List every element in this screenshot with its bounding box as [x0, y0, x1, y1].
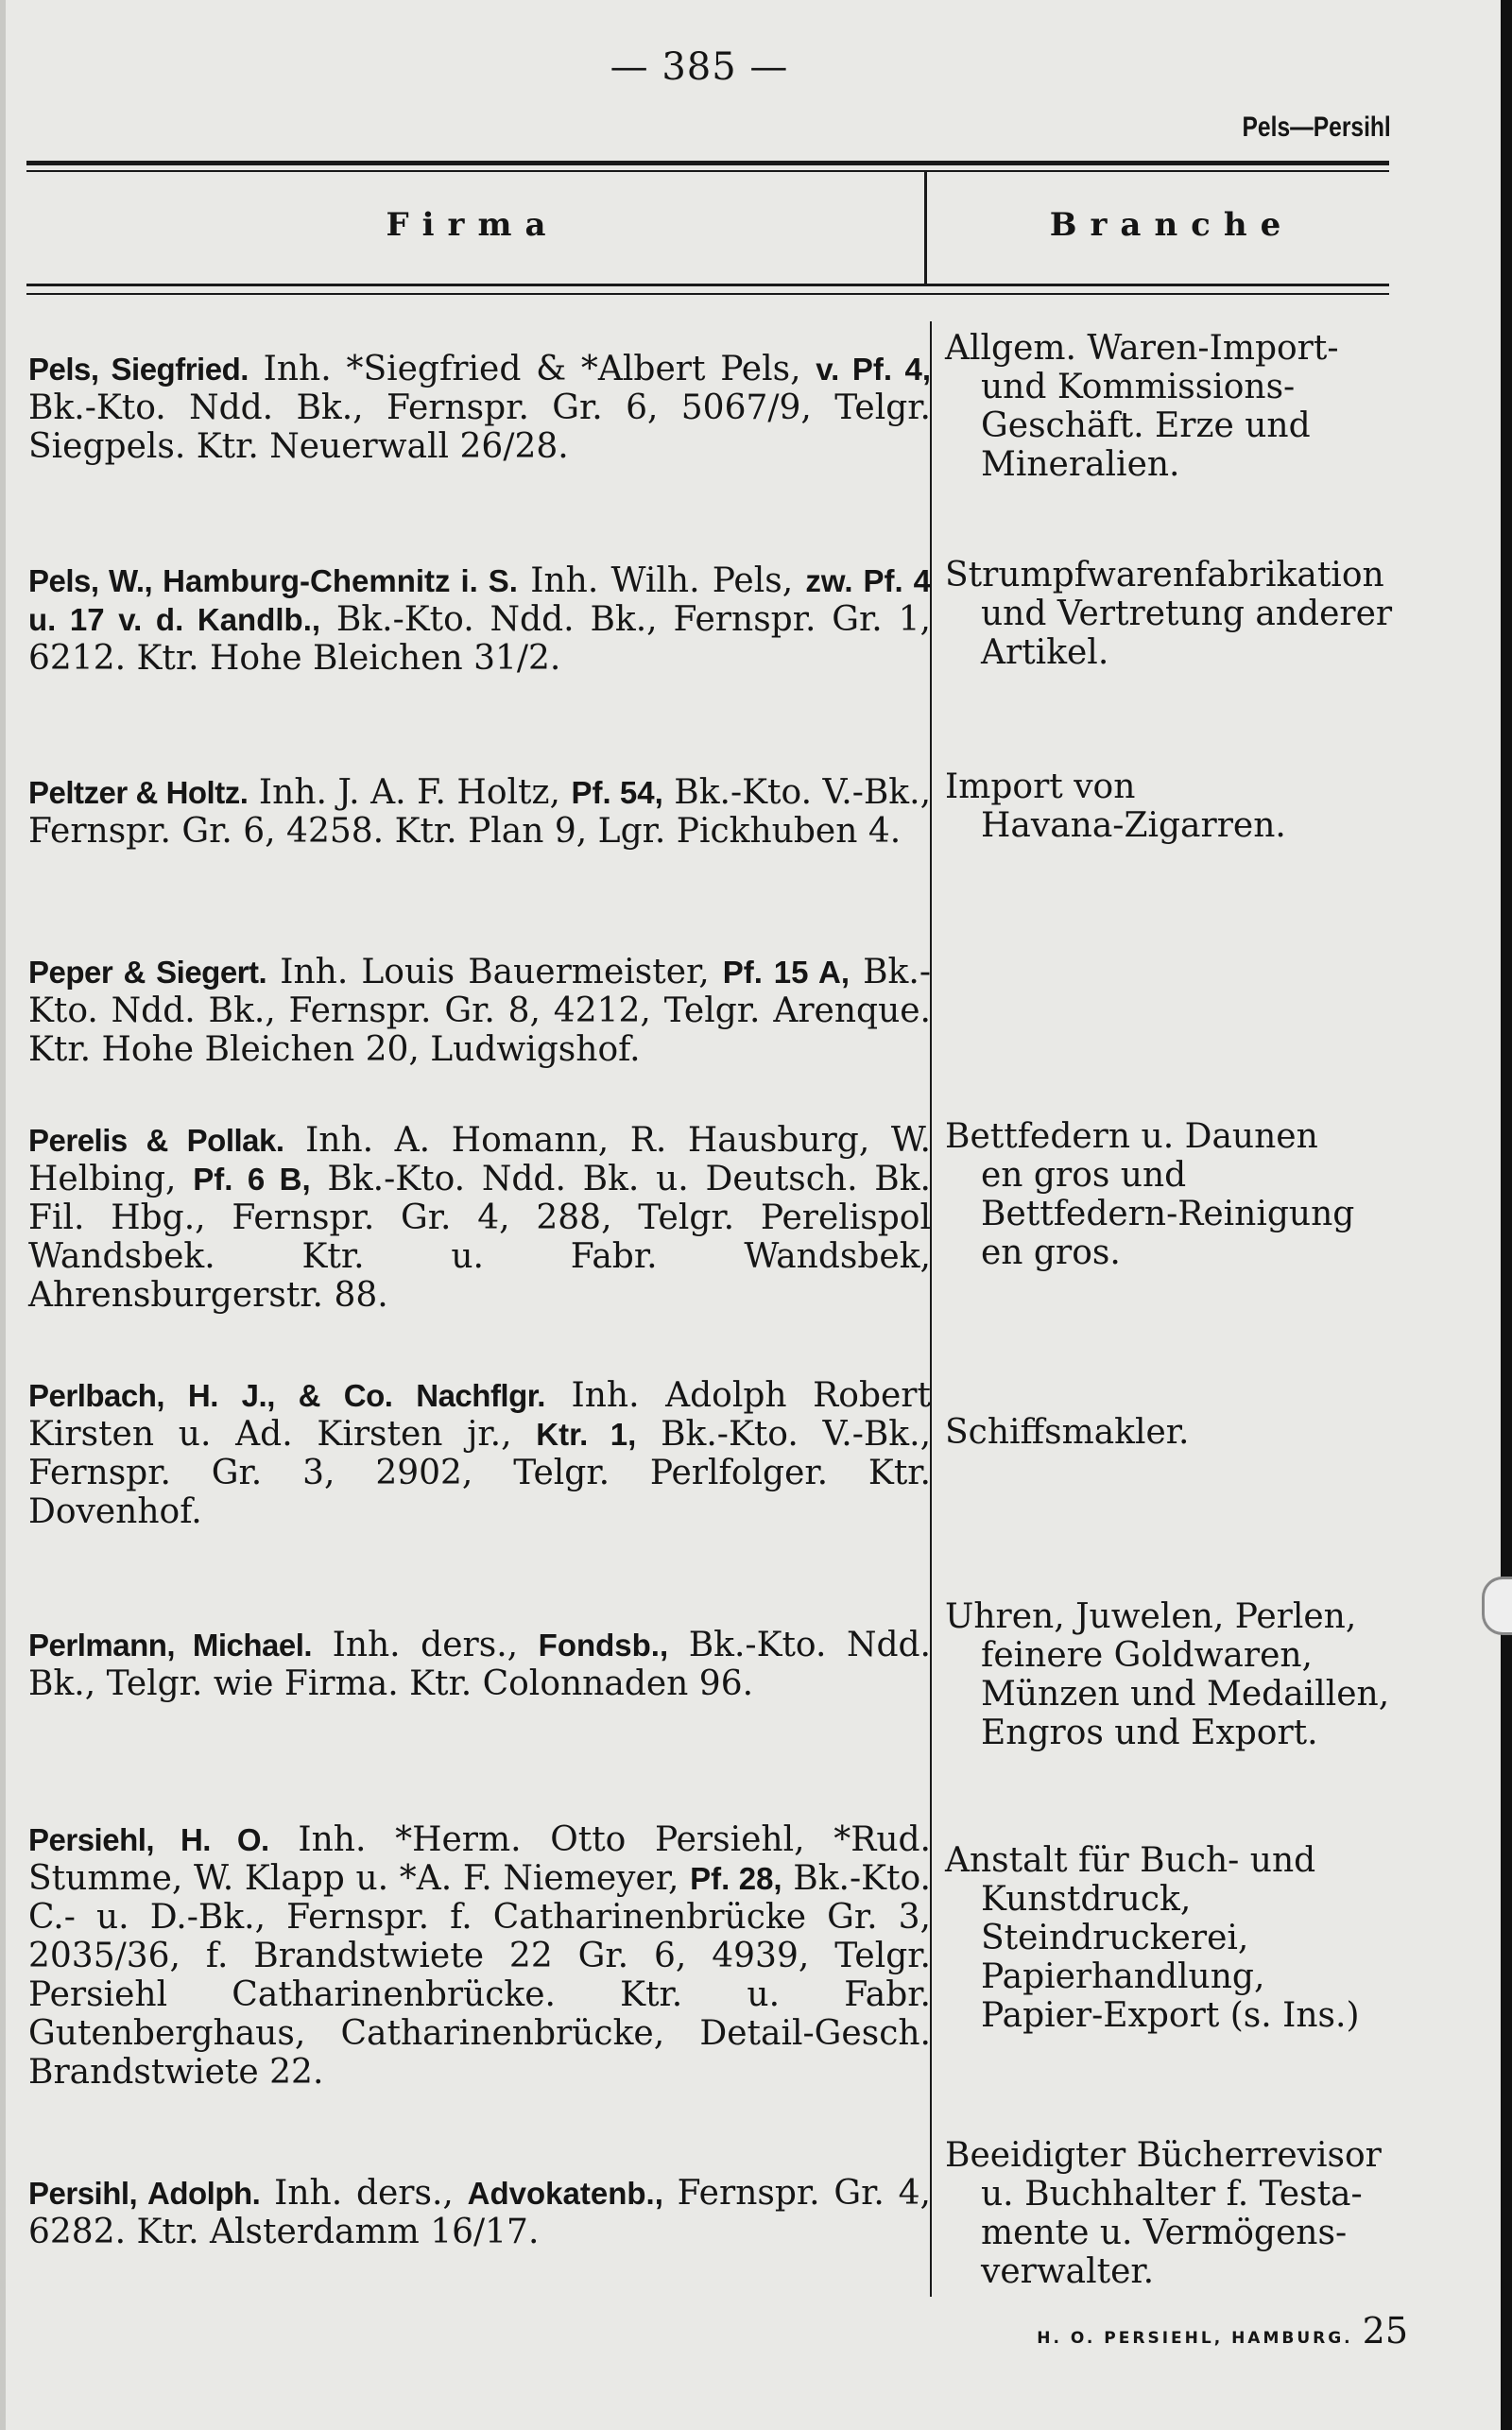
firm-detail-bold: Fondsb.,: [538, 1628, 669, 1663]
page-number: — 385 —: [610, 45, 789, 89]
branch-line: Bettfedern-Reinigung: [981, 1195, 1355, 1233]
firm-detail: Bk.-Kto. Ndd. Bk., Telgr. wie Firma. Ktr. Colonnaden 96.: [28, 1626, 931, 1703]
firm-detail-bold: zw. Pf. 4 u. 17 v. d. Kandlb.,: [28, 563, 931, 637]
branch-line: Beeidigter Bücherrevisor: [945, 2136, 1382, 2175]
firm-detail-bold: Pf. 28,: [690, 1861, 782, 1896]
firm-name: Perelis & Pollak.: [28, 1123, 284, 1158]
firm-detail: Bk.-Kto. Ndd. Bk., Fernspr. Gr. 1, 6212. Ktr. Hohe Bleichen 31/2.: [28, 600, 931, 678]
firm-detail: Fernspr. Gr. 4, 6282. Ktr. Alsterdamm 16/17.: [28, 2174, 931, 2251]
branch-entry: [945, 556, 1436, 672]
firm-detail: Bk.-Kto. V.-Bk., Fernspr. Gr. 6, 4258. Ktr. Plan 9, Lgr. Pickhuben 4.: [28, 773, 932, 851]
firm-entry: [28, 2174, 931, 2251]
firm-entry: [28, 350, 931, 466]
branch-line: Havana-Zigarren.: [981, 806, 1286, 845]
column-header-firm: Firma: [386, 206, 559, 244]
branch-line: mente u. Vermögens-: [981, 2214, 1348, 2252]
firm-name: Peltzer & Holtz.: [28, 775, 249, 810]
header-rule-bottom-2: [26, 293, 1389, 295]
branch-line: Geschäft. Erze und: [981, 406, 1311, 445]
firm-name: Pels, W.,: [28, 563, 153, 598]
branch-line: Strumpfwarenfabrikation: [945, 556, 1384, 595]
firm-detail-bold: Hamburg-Chemnitz i. S.: [152, 563, 518, 598]
column-divider-header: [924, 172, 927, 284]
branch-line: Import von: [945, 767, 1136, 806]
branch-line: Uhren, Juwelen, Perlen,: [945, 1597, 1357, 1636]
firm-detail: Inh. Louis Bauermeister,: [266, 953, 723, 991]
firm-detail-bold: Pf. 6 B,: [193, 1162, 311, 1197]
branch-line: Engros und Export.: [981, 1714, 1318, 1752]
firm-entry: [28, 1376, 931, 1531]
branch-line: Kunstdruck,: [981, 1880, 1192, 1919]
firm-name: Persiehl, H. O.: [28, 1822, 269, 1857]
page-edge-left: [0, 0, 6, 2430]
firm-detail-bold: Pf. 54,: [571, 775, 663, 810]
firm-detail: Inh. ders.,: [260, 2174, 468, 2213]
firm-name: Persihl, Adolph.: [28, 2176, 261, 2211]
firm-entry: [28, 1121, 931, 1315]
branch-line: en gros.: [981, 1233, 1121, 1272]
branch-line: Papier-Export (s. Ins.): [981, 1996, 1360, 2035]
firm-detail-bold: Pf. 15 A,: [722, 955, 850, 990]
branch-line: Allgem. Waren-Import-: [945, 329, 1339, 368]
branch-line: und Kommissions-: [981, 368, 1296, 406]
branch-line: Bettfedern u. Daunen: [945, 1117, 1318, 1156]
firm-detail: Inh. A. Homann, R. Hausburg, W. Helbing,: [28, 1121, 931, 1198]
firm-entry: [28, 561, 931, 678]
printer-name: H. O. PERSIEHL, HAMBURG.: [1037, 2329, 1353, 2348]
firm-name: Perlmann, Michael.: [28, 1628, 313, 1663]
branch-line: u. Buchhalter f. Testa-: [981, 2175, 1363, 2214]
branch-line: en gros und: [981, 1156, 1187, 1195]
branch-entry: [945, 1413, 1436, 1452]
firm-detail: Inh. *Herm. Otto Persiehl, *Rud. Stumme, W. Klapp u. *A. F. Niemeyer,: [28, 1820, 932, 1898]
page-tab-mark: [1482, 1577, 1512, 1635]
branch-line: Anstalt für Buch- und: [945, 1841, 1316, 1880]
branch-entry: [945, 1841, 1436, 2035]
branch-line: Mineralien.: [981, 445, 1180, 484]
firm-detail: Inh. *Siegfried & *Albert Pels,: [248, 350, 816, 388]
firm-detail-bold: Ktr. 1,: [536, 1417, 637, 1452]
page-range-header: Pels—Persihl: [1242, 112, 1391, 143]
header-rule-thin: [26, 170, 1389, 172]
page-edge-right: [1501, 0, 1512, 2430]
branch-entry: [945, 2136, 1436, 2291]
firm-entry: [28, 1820, 931, 2092]
branch-entry: [945, 1597, 1436, 1752]
signature-mark: 25: [1362, 2310, 1408, 2352]
firm-detail-bold: v. Pf. 4,: [816, 352, 931, 387]
firm-detail: Inh. J. A. F. Holtz,: [248, 773, 572, 812]
firm-detail: Bk.-Kto. Ndd. Bk., Fernspr. Gr. 6, 5067/9, Telgr. Siegpels. Ktr. Neuerwall 26/28.: [28, 388, 931, 466]
firm-detail: Inh. Adolph Robert Kirsten u. Ad. Kirsten jr.,: [28, 1376, 931, 1454]
branch-entry: [945, 329, 1436, 484]
firm-name: Pels, Siegfried.: [28, 352, 249, 387]
branch-line: Papierhandlung,: [981, 1957, 1265, 1996]
firm-detail: Bk.-Kto. C.- u. D.-Bk., Fernspr. f. Catharinenbrücke Gr. 3, 2035/36, f. Brandstwiete 22 Gr. 6, 4939, Telgr. Persiehl Catharinenbrücke. Ktr. u. Fabr. Gutenberghaus, Catharinenbrücke, Detail-Gesch. Brandstwiete 22.: [28, 1859, 932, 2092]
branch-line: Schiffsmakler.: [945, 1413, 1190, 1452]
firm-entry: [28, 953, 931, 1069]
firm-detail: Inh. Wilh. Pels,: [517, 561, 806, 600]
header-rule-top: [26, 161, 1389, 165]
firm-name: Peper & Siegert.: [28, 955, 267, 990]
branch-line: Münzen und Medaillen,: [981, 1675, 1390, 1714]
header-rule-bottom: [26, 284, 1389, 286]
branch-entry: [945, 1117, 1436, 1272]
firm-detail: Bk.-Kto. Ndd. Bk., Fernspr. Gr. 8, 4212, Telgr. Arenque. Ktr. Hohe Bleichen 20, Ludwigshof.: [28, 953, 931, 1069]
column-header-branch: Branche: [1049, 206, 1295, 244]
branch-line: feinere Goldwaren,: [981, 1636, 1313, 1675]
branch-line: und Vertretung anderer: [981, 595, 1393, 633]
firm-detail: Bk.-Kto. Ndd. Bk. u. Deutsch. Bk. Fil. Hbg., Fernspr. Gr. 4, 288, Telgr. Perelispol Wandsbek. Ktr. u. Fabr. Wandsbek, Ahrensburgerstr. 88.: [28, 1160, 932, 1315]
branch-line: Steindruckerei,: [981, 1919, 1249, 1957]
firm-entry: [28, 1626, 931, 1703]
firm-detail: Inh. ders.,: [312, 1626, 539, 1664]
branch-line: Artikel.: [981, 633, 1109, 672]
branch-entry: [945, 767, 1436, 845]
firm-entry: [28, 773, 931, 851]
firm-detail: Bk.-Kto. V.-Bk., Fernspr. Gr. 3, 2902, Telgr. Perlfolger. Ktr. Dovenhof.: [28, 1415, 932, 1531]
firm-name: Perlbach, H. J., & Co. Nachflgr.: [28, 1378, 545, 1413]
firm-detail-bold: Advokatenb.,: [467, 2176, 663, 2211]
branch-line: verwalter.: [981, 2252, 1155, 2291]
printer-footer: [1037, 2310, 1408, 2352]
